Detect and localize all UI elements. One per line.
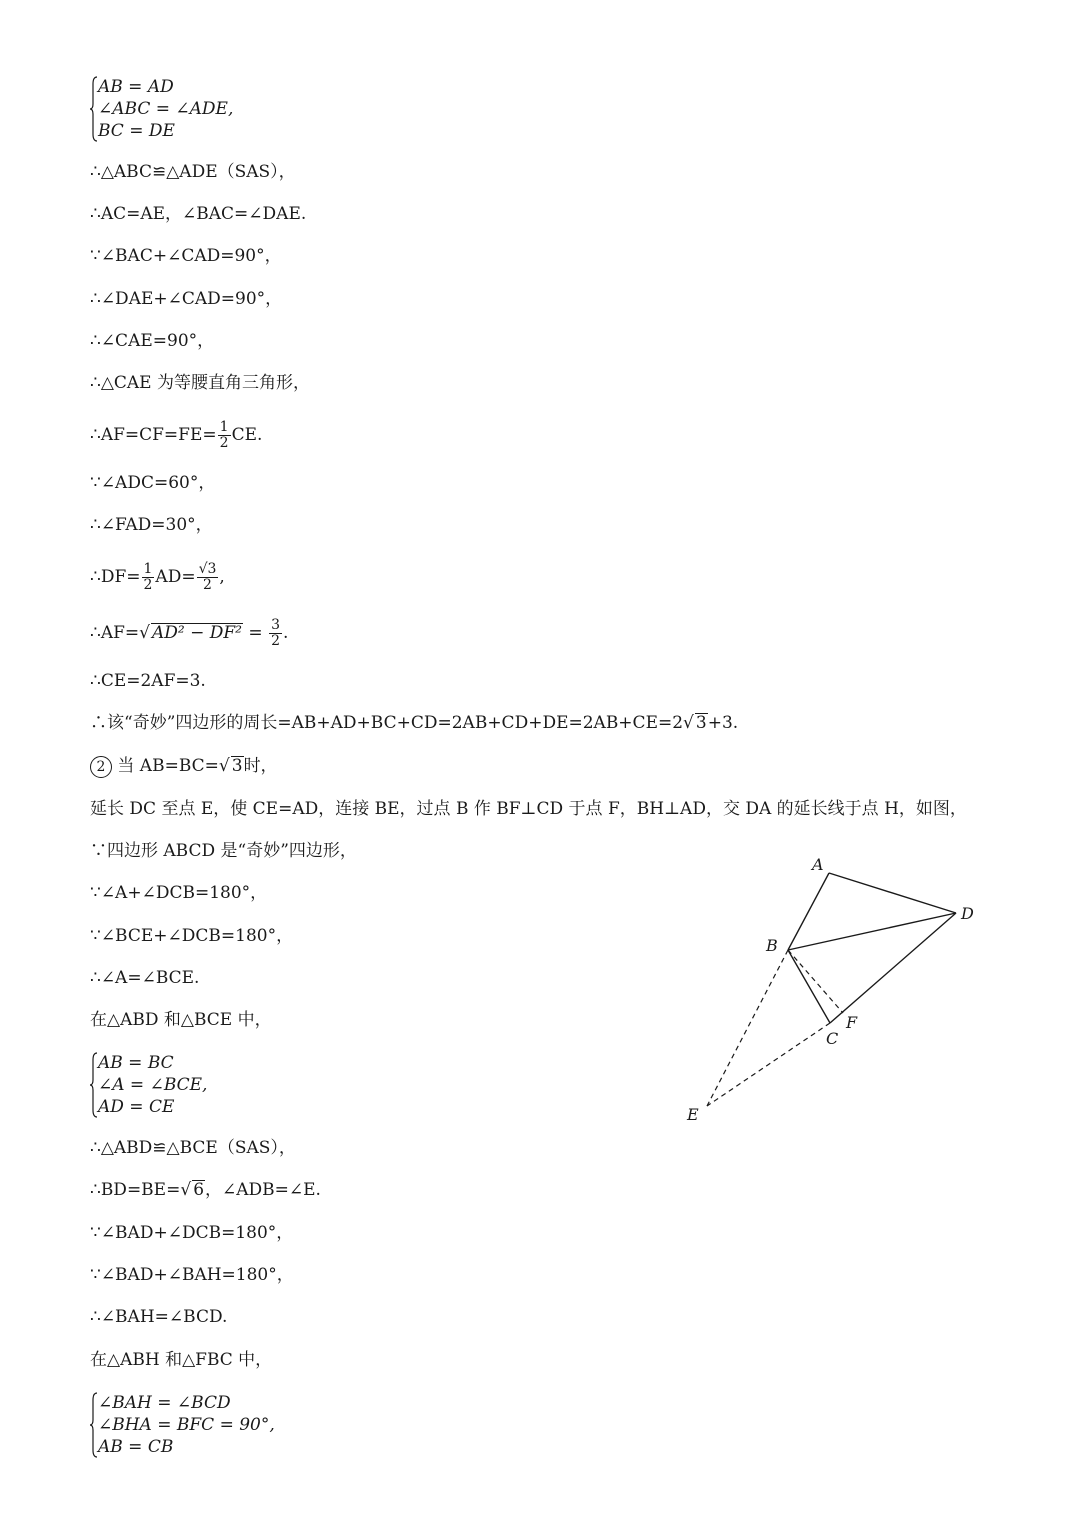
segment-bc [788,950,830,1023]
label-d: D [961,904,974,923]
text-line: 延长 DC 至点 E，使 CE=AD，连接 BE，过点 B 作 BF⊥CD 于点 F，BH⊥AD，交 DA 的延长线于点 H，如图， [90,799,967,819]
text-line: ∵∠BAD+∠DCB=180°， [90,1223,294,1243]
text-line: ∴∠CAE=90°， [90,331,215,351]
equation-system-3 [90,1392,275,1458]
text-line-df [90,562,225,593]
text-line: ∴△CAE 为等腰直角三角形， [90,373,310,393]
text-line: ∴CE=2AF=3. [90,671,206,691]
fraction-one-half: $\frac{1}{2}$ [219,419,229,451]
text-line: ∵∠BCE+∠DCB=180°， [90,926,294,946]
text-segment: ，∠ADB=∠E. [205,1180,321,1200]
brace-icon [90,76,98,142]
sqrt-expression: 6 [193,1180,205,1200]
brace-icon [90,1392,98,1458]
text-line-case2: 2 当 AB=BC=√ 3时， [90,755,278,778]
text-line: ∵∠BAC+∠CAD=90°， [90,246,282,266]
segment-ce-dashed [707,1023,830,1106]
system-row: BC = DE [98,121,175,141]
fraction-one-half: $\frac{1}{2}$ [143,561,153,593]
segment-bf-dashed [788,950,843,1013]
equation-system-2 [90,1052,207,1118]
text-line: ∴AC=AE，∠BAC=∠DAE. [90,204,307,224]
text-segment: AD= [155,567,196,587]
text-segment: ∴该“奇妙”四边形的周长=AB+AD+BC+CD=2AB+CD+DE=2AB+CE=2 [90,713,684,733]
text-line: ∴△ABC≌△ADE（SAS）， [90,162,296,182]
text-line: ∵∠BAD+∠BAH=180°， [90,1265,294,1285]
sqrt-expression: AD² − DF² [151,623,242,643]
system-row: ∠BHA = BFC = 90°, [98,1415,275,1435]
text-segment: CE. [231,425,263,445]
label-b: B [766,936,778,955]
text-line-af2: ∴AF=√ AD² − DF² = $\frac{3}{2}$ . [90,617,289,649]
text-line: ∴∠A=∠BCE. [90,968,200,988]
brace-icon [90,1052,98,1118]
segment-be-dashed [707,950,788,1106]
text-line: ∵四边形 ABCD 是“奇妙”四边形， [90,841,357,861]
text-line: ∴△ABD≌△BCE（SAS）， [90,1138,296,1158]
circled-number: 2 [90,756,112,778]
text-line: 在△ABH 和△FBC 中， [90,1350,273,1370]
label-c: C [826,1029,839,1048]
text-line: ∴∠BAH=∠BCD. [90,1307,228,1327]
text-segment: ∴DF= [90,567,141,587]
segment-ab [788,873,829,950]
text-segment: 时， [243,756,278,776]
text-segment: ∴BD=BE= [90,1180,181,1200]
text-line: ∴∠DAE+∠CAD=90°， [90,289,283,309]
fraction-three-half: $\frac{3}{2}$ [271,617,280,649]
text-segment: ∴AF= [90,623,140,643]
label-a: A [812,855,824,874]
geometry-figure [680,850,990,1130]
fraction-sqrt3-half: $\frac{√3}{2}$ [198,561,217,593]
sqrt-expression: 3 [231,756,243,776]
segment-dc [830,913,956,1023]
equation-system-1 [90,76,233,142]
text-line: ∵∠A+∠DCB=180°， [90,883,268,903]
system-row: ∠ABC = ∠ADE, [98,99,234,119]
label-f: F [846,1013,858,1032]
text-segment: ∴AF=CF=FE= [90,425,217,445]
text-line-perimeter: ∴该“奇妙”四边形的周长=AB+AD+BC+CD=2AB+CD+DE=2AB+CE=2√ 3+3. [90,713,739,733]
label-e: E [687,1105,699,1124]
text-segment: +3. [707,713,739,733]
text-segment: 当 AB=BC= [117,756,219,776]
system-row: AB = CB [98,1437,174,1457]
text-line: 在△ABD 和△BCE 中， [90,1010,272,1030]
system-row: AB = AD [98,77,174,97]
text-segment: , [219,567,225,587]
system-row: AB = BC [98,1053,174,1073]
segment-bd [788,913,956,950]
text-line-bd: ∴BD=BE=√ 6，∠ADB=∠E. [90,1180,321,1200]
system-row: ∠A = ∠BCE, [98,1075,208,1095]
text-line: ∴∠FAD=30°， [90,515,213,535]
system-row: ∠BAH = ∠BCD [98,1393,231,1413]
system-row: AD = CE [98,1097,175,1117]
text-segment: . [282,623,289,643]
text-line-af [90,420,262,451]
segment-ad [829,873,956,913]
text-line: ∵∠ADC=60°， [90,473,216,493]
sqrt-expression: 3 [695,713,707,733]
